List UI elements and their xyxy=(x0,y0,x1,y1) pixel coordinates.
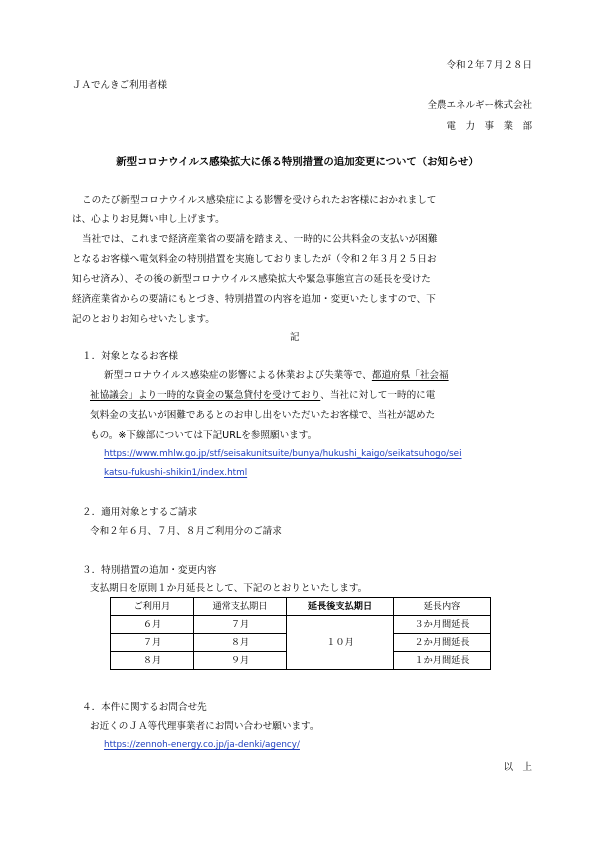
section2-heading: ２．適用対象とするご請求 xyxy=(82,507,198,518)
schedule-table xyxy=(110,597,491,670)
table-cell-extended-due: １０月 xyxy=(287,616,394,670)
table-cell-due: ９月 xyxy=(194,652,287,670)
section1-line2-text: 、当社に対して一時的に電 xyxy=(320,390,436,401)
table-cell-month: ７月 xyxy=(111,634,194,652)
section4-text: お近くのＪＡ等代理事業者にお問い合わせ願います。 xyxy=(90,721,320,732)
table-row xyxy=(111,616,491,634)
table-cell-extension: ２か月間延長 xyxy=(394,634,491,652)
table-header-cell: 延長内容 xyxy=(394,598,491,616)
table-cell-extension: １か月間延長 xyxy=(394,652,491,670)
section3-heading: ３．特別措置の追加・変更内容 xyxy=(82,565,217,576)
table-header-row xyxy=(111,598,491,616)
section1-heading: １．対象となるお客様 xyxy=(82,351,178,362)
mhlw-link-line2[interactable]: katsu-fukushi-shikin1/index.html xyxy=(104,468,248,478)
table-cell-month: ８月 xyxy=(111,652,194,670)
section1-line3: 気料金の支払いが困難であるとのお申し出をいただいたお客様で、当社が認めた xyxy=(90,410,436,421)
section1-line1-text: 新型コロナウイルス感染症の影響による休業および失業等で、 xyxy=(104,370,372,381)
intro-p1-line1: このたび新型コロナウイルス感染症による影響を受けられたお客様におかれまして xyxy=(82,195,437,206)
intro-p1-line2: は、心よりお見舞い申し上げます。 xyxy=(72,214,225,225)
department-name: 電 力 事 業 部 xyxy=(446,121,532,132)
intro-p2-line5: 記のとおりお知らせいたします。 xyxy=(72,314,215,325)
table-header-cell: 通常支払期日 xyxy=(194,598,287,616)
table-cell-due: ８月 xyxy=(194,634,287,652)
section1-line1-underlined: 都道府県「社会福 xyxy=(371,370,449,381)
intro-p2-line3: 知らせ済み）、その後の新型コロナウイルス感染拡大や緊急事態宣言の延長を受けた xyxy=(72,274,431,285)
table-header-cell: 延長後支払期日 xyxy=(287,598,394,616)
table-cell-month: ６月 xyxy=(111,616,194,634)
closing-mark: 以 上 xyxy=(503,762,532,773)
zennoh-agency-link[interactable]: https://zennoh-energy.co.jp/ja-denki/agency/ xyxy=(104,740,300,750)
document-title: 新型コロナウイルス感染拡大に係る特別措置の追加変更について（お知らせ） xyxy=(116,156,479,168)
document-date: 令和２年７月２８日 xyxy=(446,60,532,71)
section1-line2-underlined: 祉協議会」より一時的な資金の緊急貸付を受けており xyxy=(90,390,321,401)
table-cell-extension: ３か月間延長 xyxy=(394,616,491,634)
intro-p2-line2: となるお客様へ電気料金の特別措置を実施しておりましたが（令和２年３月２５日お xyxy=(72,254,437,265)
section1-line2 xyxy=(90,391,515,401)
recipient: ＪＡでんきご利用者様 xyxy=(72,80,168,91)
ki-marker: 記 xyxy=(290,332,300,343)
intro-p2-line1: 当社では、これまで経済産業省の要請を踏まえ、一時的に公共料金の支払いが困難 xyxy=(82,234,438,245)
section3-text: 支払期日を原則１か月延長として、下記のとおりといたします。 xyxy=(90,583,368,594)
section2-text: 令和２年６月、７月、８月ご利用分のご請求 xyxy=(90,526,282,537)
table-header-cell: ご利用月 xyxy=(111,598,194,616)
table-cell-due: ７月 xyxy=(194,616,287,634)
mhlw-link-line1[interactable]: https://www.mhlw.go.jp/stf/seisakunitsuite/bunya/hukushi_kaigo/seikatsuhogo/sei xyxy=(104,449,462,459)
company-name: 全農エネルギー株式会社 xyxy=(427,100,532,111)
intro-p2-line4: 経済産業省からの要請にもとづき、特別措置の内容を追加・変更いたしますので、下 xyxy=(72,294,436,305)
section1-line1 xyxy=(104,371,529,381)
section1-line4: もの。※下線部については下記URLを参照願います。 xyxy=(90,430,318,441)
section4-heading: ４．本件に関するお問合せ先 xyxy=(82,702,207,713)
